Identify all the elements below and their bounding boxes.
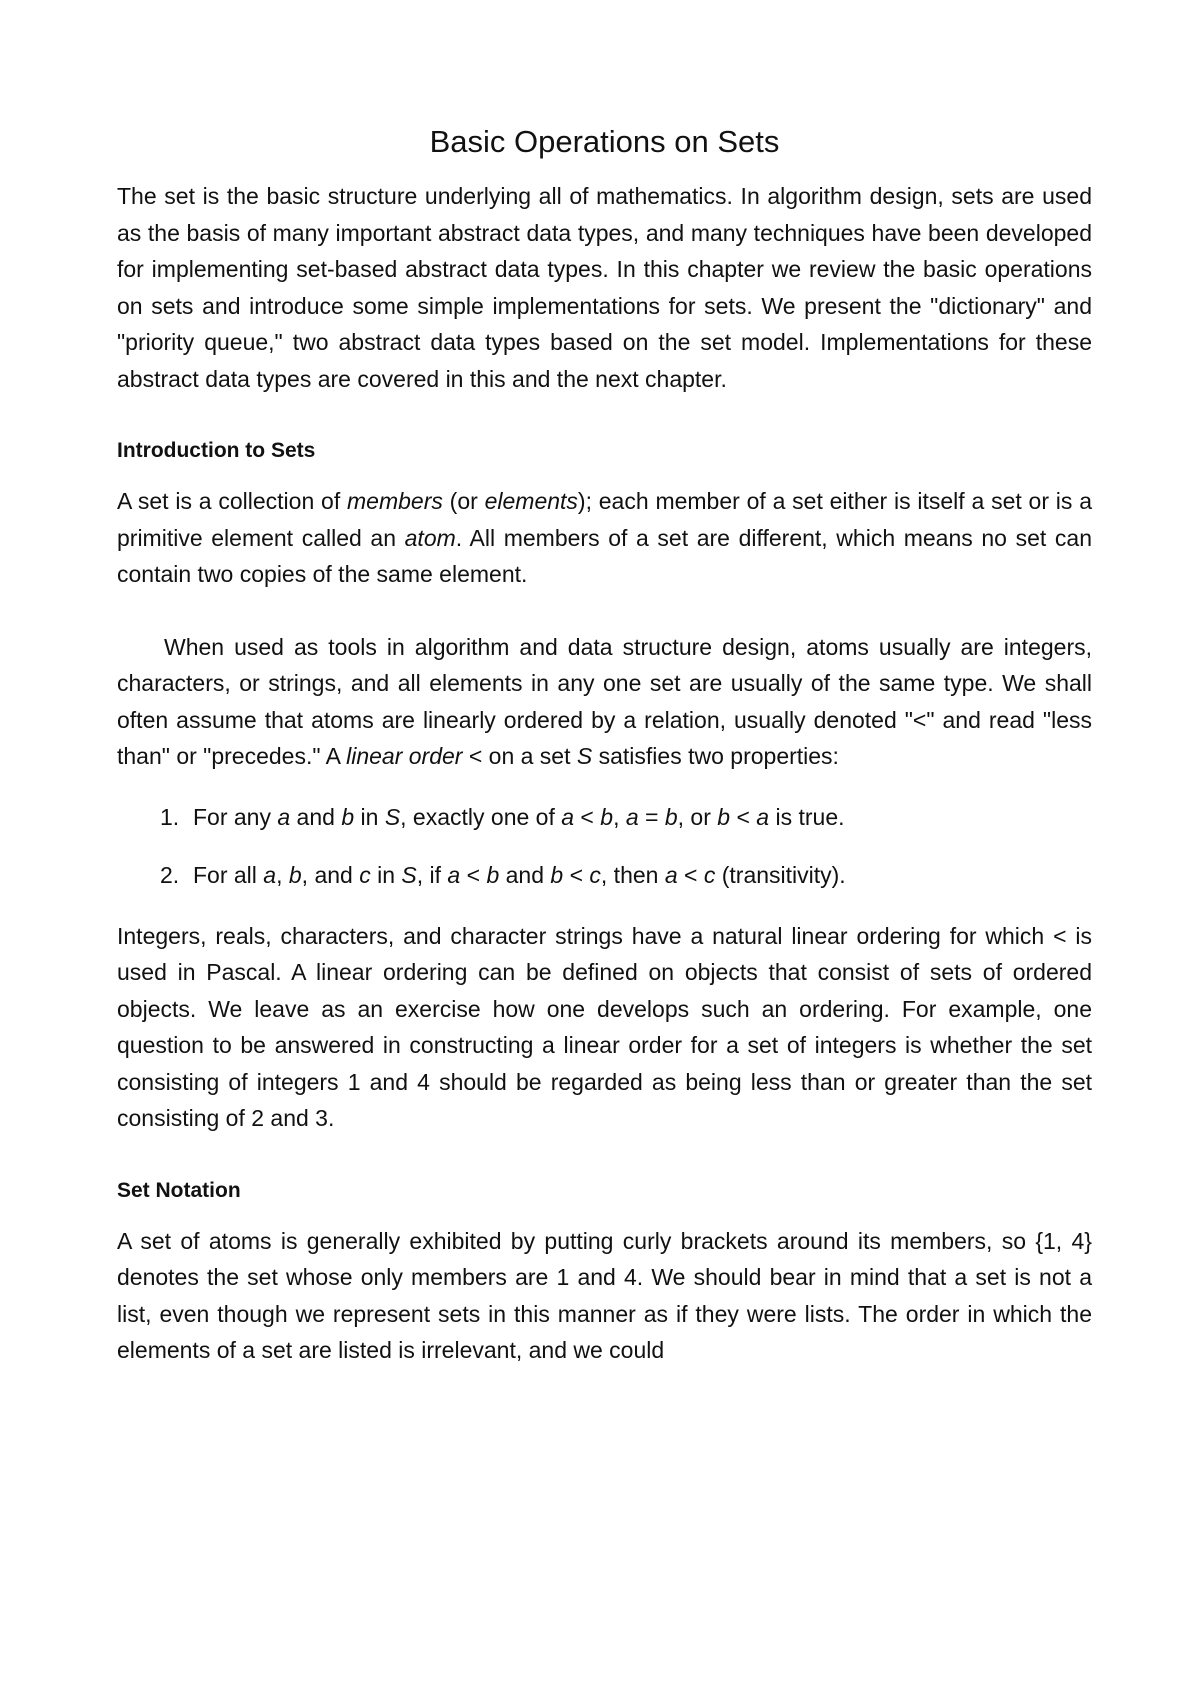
var: a: [664, 862, 678, 888]
text-run: When used as tools in algorithm and data structure design, atoms usually are integers, characters, or strings, and all elements in any one set are usually of the same type. We shall often assume that atoms are linearly ordered by a relation, usually denoted "<" and read "less than" or "precedes." A: [117, 633, 1092, 769]
var: b: [341, 803, 355, 830]
text-run: <: [563, 862, 590, 888]
text-run: <: [460, 862, 487, 888]
spacer: [117, 835, 1092, 857]
var: b: [486, 862, 500, 888]
spacer: [117, 1137, 1092, 1173]
term-set-s: S: [576, 743, 593, 769]
text-run: , exactly one of: [400, 803, 562, 830]
list-item: [117, 799, 1092, 836]
text-run: ); each member of a set either is itself a set or is a primitive element called an: [117, 488, 1092, 551]
text-run: , if: [416, 862, 448, 888]
spacer: [117, 397, 1092, 433]
spacer: [117, 894, 1092, 918]
list-item-text: [160, 857, 1092, 894]
var: a: [447, 862, 461, 888]
var: a: [756, 803, 770, 830]
intro-paragraph: The set is the basic structure underlying all of mathematics. In algorithm design, sets are used as the basis of many important abstract data types, and many techniques have been developed for implementing set-based abstract data types. In this chapter we review the basic operations on sets and introduce some simple implementations for sets. We present the "dictionary" and "priority queue," two abstract data types based on the set model. Implementations for these abstract data types are covered in this and the next chapter.: [117, 183, 1092, 392]
text-run: <: [730, 803, 757, 830]
text-run: =: [638, 803, 665, 830]
sets-definition-paragraph: [117, 483, 1092, 593]
var: a: [625, 803, 639, 830]
var: a: [561, 803, 575, 830]
var: c: [359, 862, 371, 888]
term-linear-order: linear order: [346, 743, 463, 769]
var: c: [703, 862, 716, 888]
text-run: and: [499, 862, 551, 888]
text-run: < on a set: [462, 743, 577, 769]
text-run: A set is a collection of: [117, 488, 348, 514]
list-number: 2.: [160, 862, 180, 888]
text-run: is true.: [769, 803, 845, 830]
section-heading-set-notation: Set Notation: [117, 1178, 241, 1202]
text-run: and: [290, 803, 342, 830]
properties-list: [117, 799, 1092, 894]
spacer: [117, 1209, 1092, 1223]
list-number: 1.: [160, 803, 180, 830]
var: b: [550, 862, 564, 888]
spacer: [117, 469, 1092, 483]
term-members: members: [347, 488, 443, 514]
ordering-paragraph: Integers, reals, characters, and character strings have a natural linear ordering for which < is used in Pascal. A linear ordering can be defined on objects that consist of sets of ordered objects. We leave as an exercise how one develops such an ordering. For example, one question to be answered in constructing a linear order for a set of integers is whether the set consisting of integers 1 and 4 should be regarded as being less than or greater than the set consisting of 2 and 3.: [117, 922, 1092, 1131]
var: b: [664, 803, 678, 830]
spacer: [117, 775, 1092, 799]
text-run: , or: [677, 803, 718, 830]
text-run: , and: [301, 862, 360, 888]
text-run: <: [677, 862, 704, 888]
var: b: [288, 862, 302, 888]
var: c: [589, 862, 601, 888]
var: b: [600, 803, 614, 830]
page-title: Basic Operations on Sets: [429, 124, 780, 159]
text-run: . All members of a set are different, which means no set can contain two copies of the same element.: [117, 524, 1092, 587]
list-item: [117, 857, 1092, 894]
term-atom: atom: [404, 524, 456, 551]
text-run: For any: [193, 803, 278, 830]
linear-order-paragraph: [117, 629, 1092, 775]
spacer: [117, 593, 1092, 629]
text-run: in: [370, 862, 402, 888]
var: a: [263, 862, 277, 888]
text-run: ,: [613, 803, 626, 830]
text-run: (transitivity).: [715, 862, 846, 888]
text-run: For all: [193, 862, 264, 888]
set-notation-paragraph: A set of atoms is generally exhibited by putting curly brackets around its members, so {1, 4} denotes the set whose only members are 1 and 4. We should bear in mind that a set is not a list, even though we represent sets in this manner as if they were lists. The order in which the elements of a set are listed is irrelevant, and we could: [117, 1227, 1092, 1363]
list-item-text: [160, 799, 1092, 836]
var: b: [717, 803, 731, 830]
var: S: [384, 803, 401, 830]
document-page: [117, 118, 1092, 1369]
text-run: satisfies two properties:: [592, 743, 839, 769]
section-heading-introduction: Introduction to Sets: [117, 439, 316, 462]
var: a: [277, 803, 291, 830]
term-elements: elements: [484, 488, 578, 514]
text-run: <: [574, 803, 601, 830]
text-run: (or: [442, 488, 485, 514]
var: S: [401, 862, 417, 888]
text-run: ,: [276, 862, 289, 888]
text-run: , then: [600, 862, 665, 888]
text-run: in: [354, 803, 385, 830]
